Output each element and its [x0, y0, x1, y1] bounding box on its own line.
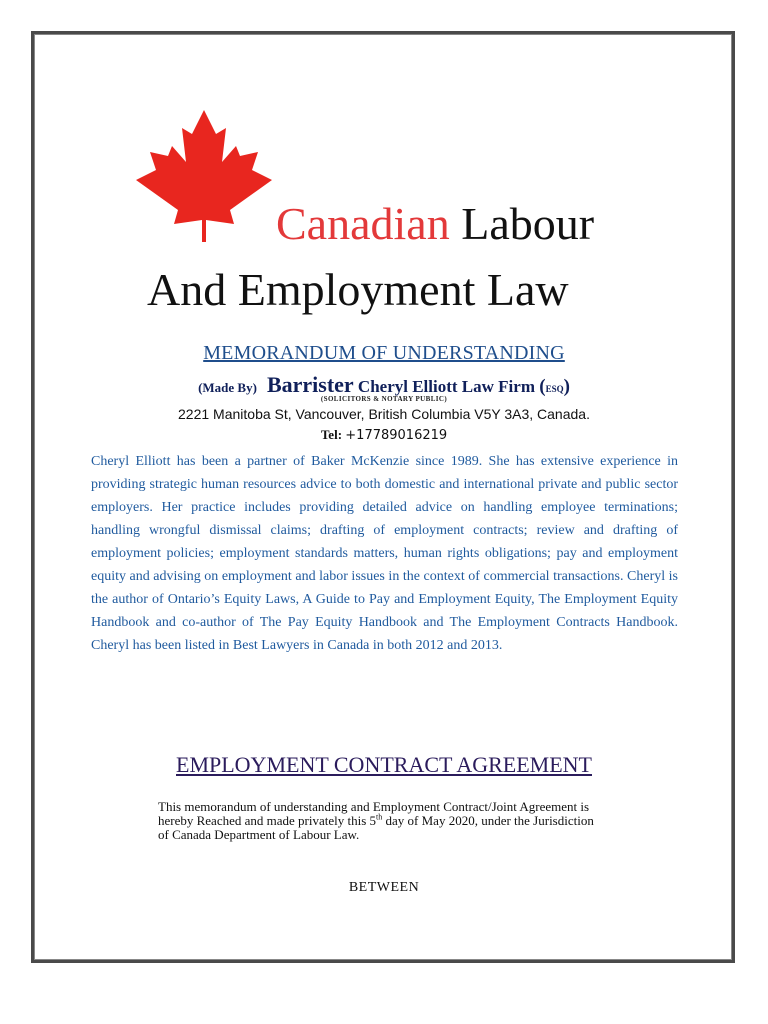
- solicitors-subtitle: (SOLICITORS & NOTARY PUBLIC): [320, 395, 448, 403]
- agreement-text-before: This memorandum of understanding and Employment Contract/Joint Agreement is hereby Reached and made privately this 5: [158, 799, 590, 828]
- tel-number: +17789016219: [345, 428, 448, 443]
- firm-address: 2221 Manitoba St, Vancouver, British Columbia V5Y 3A3, Canada.: [178, 406, 590, 422]
- paren-open: (: [539, 376, 546, 397]
- between-label: BETWEEN: [348, 880, 420, 895]
- title-canadian: Canadian: [276, 198, 450, 249]
- memorandum-heading: MEMORANDUM OF UNDERSTANDING: [203, 342, 565, 364]
- title-line-2: And Employment Law: [147, 264, 569, 315]
- agreement-paragraph: [158, 800, 598, 842]
- title-labour: Labour: [449, 198, 595, 249]
- agreement-superscript: th: [376, 812, 383, 822]
- contract-heading: EMPLOYMENT CONTRACT AGREEMENT: [176, 752, 592, 777]
- telephone-line: [0, 426, 768, 444]
- made-by-label: (Made By): [198, 380, 257, 395]
- title-line-1: [276, 196, 594, 252]
- tel-label: Tel:: [320, 427, 346, 442]
- paren-close: ): [563, 376, 570, 397]
- esq-label: ESQ: [545, 384, 564, 394]
- barrister-label: Barrister: [266, 372, 354, 397]
- maple-leaf-icon: [128, 102, 280, 242]
- biography-paragraph: Cheryl Elliott has been a partner of Baker McKenzie since 1989. She has extensive experience in providing strategic human resources advice to both domestic and international private and public sector employers. Her practice includes providing detailed advice on handling employee terminations; handling wrongful dismissal claims; drafting of employment contracts; review and drafting of employment policies; employment standards matters, human rights obligations; pay and employment equity and advising on employment and labor issues in the context of commercial transactions. Cheryl is the author of Ontario’s Equity Laws, A Guide to Pay and Employment Equity, The Employment Equity Handbook and co-author of The Pay Equity Handbook and The Employment Contracts Handbook. Cheryl has been listed in Best Lawyers in Canada in both 2012 and 2013.: [91, 454, 678, 653]
- firm-name: Cheryl Elliott Law Firm: [353, 377, 540, 396]
- agreement-text-after: day of May 2020, under the Jurisdiction of Canada Department of Labour Law.: [158, 813, 594, 842]
